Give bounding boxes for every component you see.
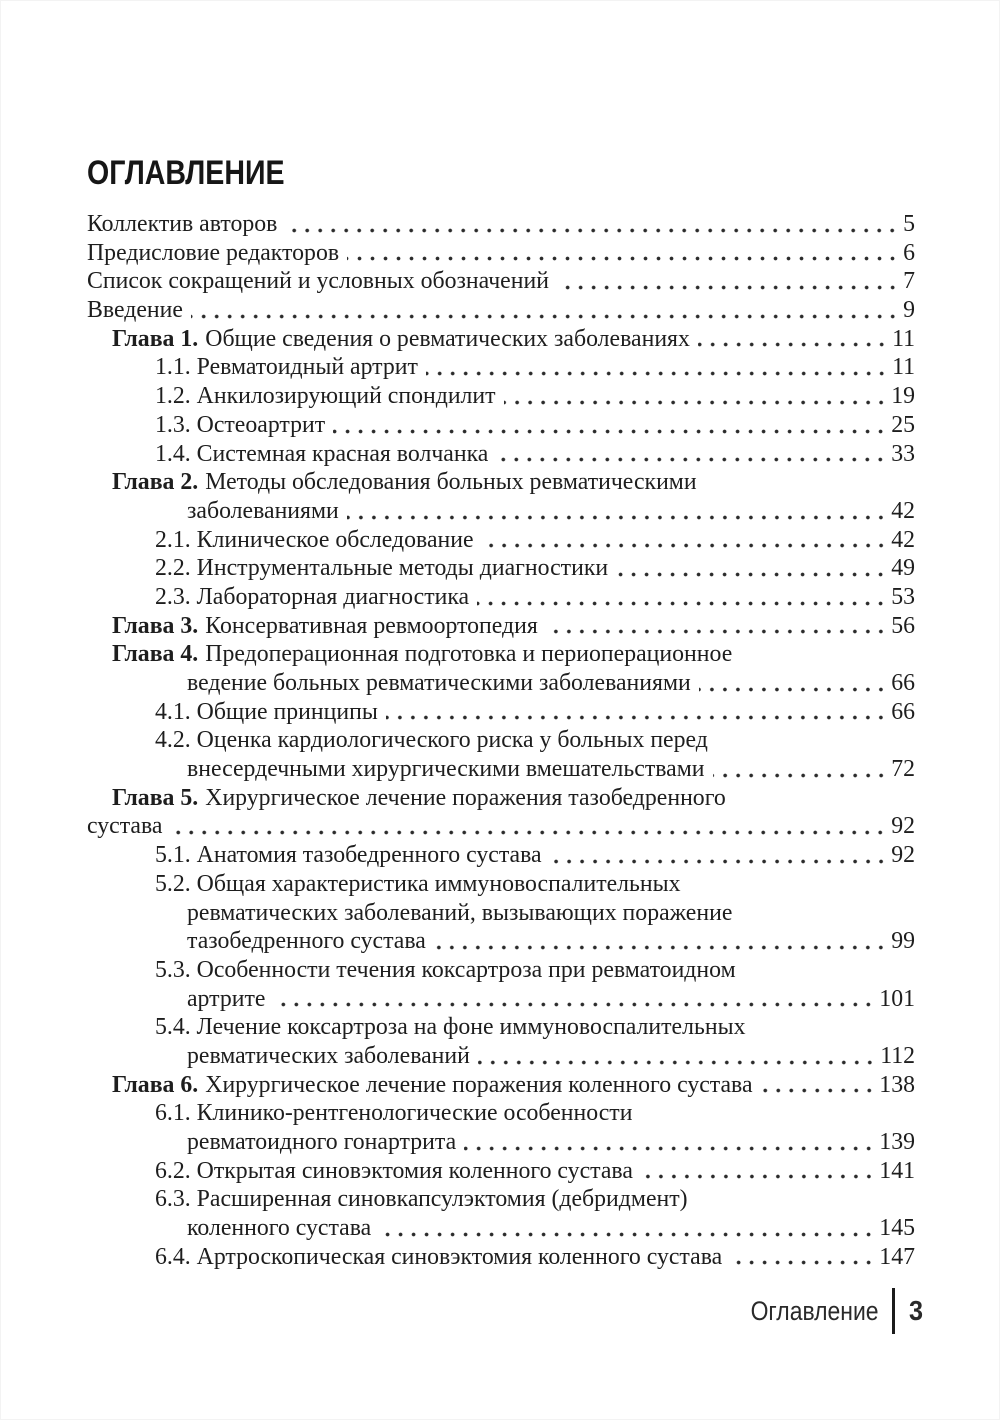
toc-entry-text: 6.1. Клинико-рентгенологические особенности <box>155 1100 633 1127</box>
toc-entry-text: заболеваниями <box>187 497 339 524</box>
toc-entry-text: 2.3. Лабораторная диагностика <box>155 583 470 610</box>
toc-row <box>87 555 915 584</box>
toc-row <box>87 670 915 699</box>
toc-entry-text: 1.3. Остеоартрит <box>155 411 326 438</box>
toc-row <box>87 1244 915 1273</box>
toc-entry-text: 2.2. Инструментальные методы диагностики <box>155 555 609 582</box>
toc-page-number: 11 <box>892 325 915 352</box>
toc-dot-leader <box>482 542 888 549</box>
toc-dot-leader <box>730 1259 875 1266</box>
toc-entry-text: 5.2. Общая характеристика иммуновоспалительных <box>155 870 681 897</box>
toc-entry-text: ревматоидного гонартрита <box>187 1129 457 1155</box>
toc-dot-leader <box>426 370 888 377</box>
toc-row <box>87 1100 915 1129</box>
toc-row <box>87 1158 915 1187</box>
toc-row <box>87 584 915 613</box>
toc-dot-leader <box>434 944 887 951</box>
toc-entry-text: 1.2. Анкилозирующий спондилит <box>155 383 496 410</box>
toc-entry-text: Предисловие редакторов <box>87 239 340 266</box>
toc-row <box>87 727 915 756</box>
toc-page-number: 101 <box>879 985 915 1012</box>
toc-entry-text: сустава <box>87 813 163 840</box>
toc-entry-text: артрите <box>187 985 266 1012</box>
toc-page-number: 42 <box>891 526 915 553</box>
toc-row <box>87 240 915 269</box>
toc-chapter-prefix: Глава 5. <box>112 784 199 811</box>
toc-dot-leader <box>285 227 899 234</box>
toc-entry-text: Консервативная ревмоортопедия <box>205 612 538 639</box>
toc-chapter-prefix: Глава 4. <box>112 641 199 668</box>
toc-entry-text: 5.3. Особенности течения коксартроза при ревматоидном <box>155 956 736 983</box>
toc-page-number: 53 <box>891 583 915 610</box>
toc-entry-text: Введение <box>87 297 183 324</box>
footer-divider <box>892 1288 895 1334</box>
toc-row <box>87 297 915 326</box>
toc-row <box>87 613 915 642</box>
toc-chapter-prefix: Глава 6. <box>112 1071 199 1098</box>
toc-entry-text: ревматических заболеваний, вызывающих поражение <box>187 899 733 926</box>
toc-page-number: 66 <box>891 698 915 725</box>
footer-page-number: 3 <box>909 1295 924 1326</box>
toc-row <box>87 268 915 297</box>
toc-page-number: 99 <box>891 928 915 955</box>
toc-row <box>87 1215 915 1244</box>
toc-chapter-prefix: Глава 2. <box>112 469 199 496</box>
toc-page-number: 6 <box>903 239 915 266</box>
toc-row <box>87 469 915 498</box>
page-footer <box>728 1286 925 1336</box>
page-title: ОГЛАВЛЕНИЕ <box>87 154 285 192</box>
toc-page-number: 92 <box>891 842 915 869</box>
toc-entry-text: 6.2. Открытая синовэктомия коленного сустава <box>155 1157 633 1184</box>
toc-dot-leader <box>699 686 887 693</box>
toc-dot-leader <box>761 1087 876 1094</box>
toc-page-number: 112 <box>880 1042 915 1069</box>
toc-entry-text: 2.1. Клиническое обследование <box>155 526 474 553</box>
toc-row <box>87 1043 915 1072</box>
toc-row <box>87 211 915 240</box>
toc-dot-leader <box>347 514 887 521</box>
toc-page-number: 141 <box>879 1157 915 1184</box>
toc-row <box>87 354 915 383</box>
toc-page-number: 9 <box>903 297 915 324</box>
toc-entry-text: Коллектив авторов <box>87 211 278 237</box>
toc-dot-leader <box>496 456 887 463</box>
toc-list <box>87 211 915 1272</box>
toc-entry-text: 4.1. Общие принципы <box>155 698 378 725</box>
toc-page-number: 56 <box>891 612 915 639</box>
toc-page-number: 92 <box>891 813 915 840</box>
toc-page-number: 7 <box>903 268 915 295</box>
toc-row <box>87 1072 915 1101</box>
toc-entry-text: 4.2. Оценка кардиологического риска у больных перед <box>155 727 708 754</box>
toc-dot-leader <box>550 858 888 865</box>
toc-entry-text: 6.3. Расширенная синовкапсулэктомия (дебридмент) <box>155 1186 688 1213</box>
toc-entry-text: 5.4. Лечение коксартроза на фоне иммуновоспалительных <box>155 1014 746 1041</box>
toc-dot-leader <box>170 829 887 836</box>
toc-dot-leader <box>698 341 888 348</box>
toc-row <box>87 1129 915 1158</box>
toc-chapter-prefix: Глава 3. <box>112 612 199 639</box>
toc-row <box>87 383 915 412</box>
toc-dot-leader <box>386 714 887 721</box>
toc-row <box>87 871 915 900</box>
toc-entry-text: Хирургическое лечение поражения тазобедренного <box>205 784 726 811</box>
toc-row <box>87 498 915 527</box>
toc-entry-text: Методы обследования больных ревматическими <box>205 469 697 496</box>
toc-content <box>87 155 915 1272</box>
toc-row <box>87 641 915 670</box>
toc-page-number: 33 <box>891 440 915 467</box>
toc-dot-leader <box>333 428 887 435</box>
toc-row <box>87 813 915 842</box>
toc-row <box>87 1014 915 1043</box>
toc-dot-leader <box>504 399 888 406</box>
toc-dot-leader <box>557 284 899 291</box>
toc-dot-leader <box>379 1231 875 1238</box>
toc-dot-leader <box>347 255 899 262</box>
toc-dot-leader <box>616 571 887 578</box>
toc-row <box>87 326 915 355</box>
toc-page-number: 147 <box>879 1243 915 1270</box>
toc-page-number: 5 <box>903 211 915 237</box>
toc-dot-leader <box>478 1059 876 1066</box>
toc-dot-leader <box>546 628 887 635</box>
toc-dot-leader <box>641 1173 875 1180</box>
toc-row <box>87 842 915 871</box>
toc-entry-text: Предоперационная подготовка и периоперационное <box>205 641 733 668</box>
toc-row <box>87 412 915 441</box>
toc-entry-text: 1.1. Ревматоидный артрит <box>155 354 418 381</box>
toc-page-number: 138 <box>879 1071 915 1098</box>
toc-entry-text: 6.4. Артроскопическая синовэктомия коленного сустава <box>155 1243 723 1270</box>
toc-row <box>87 527 915 556</box>
toc-row <box>87 441 915 470</box>
toc-row <box>87 900 915 929</box>
toc-page-number: 72 <box>891 756 915 783</box>
toc-entry-text: Список сокращений и условных обозначений <box>87 268 549 295</box>
toc-entry-text: Хирургическое лечение поражения коленного сустава <box>205 1071 753 1098</box>
toc-page-number: 145 <box>879 1215 915 1242</box>
toc-row <box>87 928 915 957</box>
toc-page-number: 139 <box>879 1129 915 1155</box>
footer-section-label: Оглавление <box>750 1295 879 1326</box>
toc-entry-text: 1.4. Системная красная волчанка <box>155 440 489 467</box>
toc-page-number: 11 <box>892 354 915 381</box>
toc-dot-leader <box>713 772 888 779</box>
toc-dot-leader <box>191 313 899 320</box>
toc-entry-text: внесердечными хирургическими вмешательствами <box>187 756 705 783</box>
toc-page-number: 25 <box>891 411 915 438</box>
toc-dot-leader <box>464 1145 875 1152</box>
toc-entry-text: ведение больных ревматическими заболеваниями <box>187 670 691 696</box>
toc-chapter-prefix: Глава 1. <box>112 325 199 352</box>
toc-page-number: 66 <box>891 670 915 696</box>
toc-row <box>87 785 915 814</box>
toc-page-number: 19 <box>891 383 915 410</box>
toc-row <box>87 756 915 785</box>
toc-page-number: 49 <box>891 555 915 582</box>
toc-dot-leader <box>477 600 887 607</box>
toc-entry-text: 5.1. Анатомия тазобедренного сустава <box>155 842 542 869</box>
toc-row <box>87 699 915 728</box>
toc-row <box>87 957 915 986</box>
toc-page-number: 42 <box>891 497 915 524</box>
toc-entry-text: тазобедренного сустава <box>187 928 426 955</box>
toc-row <box>87 986 915 1015</box>
toc-row <box>87 1186 915 1215</box>
toc-entry-text: Общие сведения о ревматических заболеваниях <box>205 325 690 352</box>
toc-entry-text: коленного сустава <box>187 1215 372 1242</box>
toc-dot-leader <box>273 1001 875 1008</box>
toc-entry-text: ревматических заболеваний <box>187 1042 470 1069</box>
